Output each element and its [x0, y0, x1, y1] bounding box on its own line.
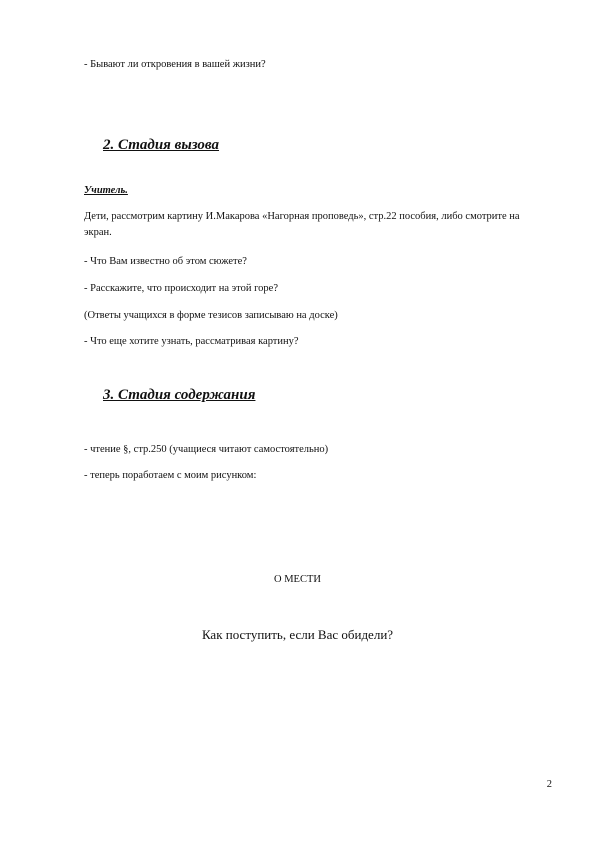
question-tell: - Расскажите, что происходит на этой горе?: [84, 283, 278, 294]
question-more: - Что еще хотите узнать, рассматривая картину?: [84, 336, 299, 347]
intro-paragraph: Дети, рассмотрим картину И.Макарова «Нагорная проповедь», стр.22 пособия, либо смотрите на экран.: [84, 211, 520, 238]
teacher-label: Учитель.: [84, 185, 128, 196]
page-number: 2: [546, 779, 552, 790]
question-revelation: - Бывают ли откровения в вашей жизни?: [84, 59, 266, 70]
answers-note: (Ответы учащихся в форме тезисов записываю на доске): [84, 310, 338, 321]
revenge-title: О МЕСТИ: [274, 574, 321, 585]
reading-instruction: - чтение §, стр.250 (учащиеся читают самостоятельно): [84, 444, 329, 455]
question-known: - Что Вам известно об этом сюжете?: [84, 256, 247, 267]
section-heading-content: 3. Стадия содержания: [103, 387, 256, 403]
drawing-instruction: - теперь поработаем с моим рисунком:: [84, 470, 257, 481]
section-heading-challenge: 2. Стадия вызова: [103, 137, 220, 153]
offended-question: Как поступить, если Вас обидели?: [201, 627, 394, 642]
